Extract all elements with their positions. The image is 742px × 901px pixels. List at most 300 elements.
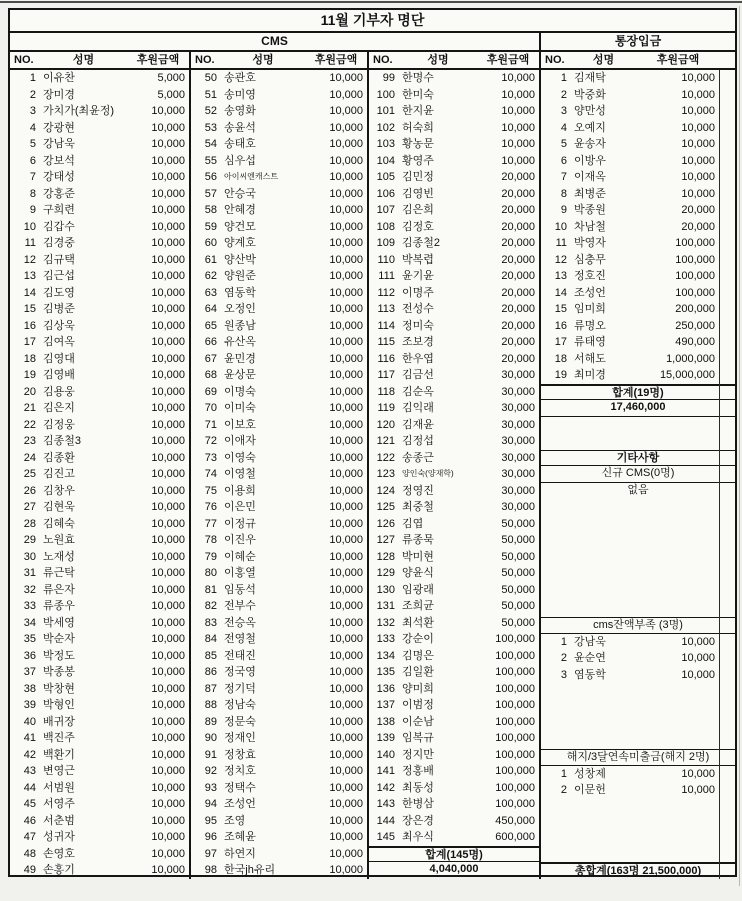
row-number: 55 [204, 154, 217, 167]
row-number: 86 [204, 666, 217, 678]
donor-name: 성창제 [574, 767, 606, 780]
donation-amount: 100,000 [675, 286, 715, 299]
row-number: 88 [204, 699, 217, 711]
table-row [191, 846, 367, 863]
bank-total-label: 합계(19명) [541, 384, 735, 401]
row-number: 85 [204, 649, 217, 662]
donation-amount: 100,000 [675, 237, 715, 249]
row-number: 117 [377, 369, 395, 381]
donor-name: 이미숙 [224, 402, 256, 414]
row-number: 128 [376, 550, 395, 563]
donation-amount: 10,000 [151, 616, 185, 629]
table-row [10, 466, 189, 483]
row-number: 74 [204, 468, 217, 480]
page-title: 11월 기부자 명단 [10, 10, 735, 33]
donation-amount: 10,000 [329, 72, 363, 84]
donor-name: 박세영 [43, 616, 75, 629]
row-number: 140 [376, 748, 395, 761]
table-row [10, 87, 189, 104]
donation-amount: 10,000 [329, 352, 363, 365]
table-row [191, 648, 367, 665]
donor-name: 송태호 [224, 138, 256, 150]
row-number: 98 [204, 864, 217, 876]
donation-amount: 10,000 [151, 369, 185, 381]
donor-name: 한미숙 [402, 88, 434, 101]
donation-amount: 10,000 [329, 435, 363, 447]
donation-amount: 10,000 [681, 121, 715, 134]
cms-total-amount: 4,040,000 [429, 863, 479, 875]
table-row [541, 782, 735, 799]
donor-name: 김진고 [43, 468, 75, 480]
row-number: 91 [204, 748, 217, 761]
table-row [191, 532, 367, 549]
table-row [369, 730, 539, 747]
row-number: 24 [23, 451, 36, 464]
donor-name: 이보호 [224, 418, 256, 431]
donor-name: 한지윤 [402, 105, 434, 117]
row-number: 122 [376, 451, 395, 464]
donation-amount: 10,000 [151, 319, 185, 332]
donor-name: 윤민경 [224, 352, 256, 365]
row-number: 112 [377, 286, 395, 299]
donation-amount: 10,000 [681, 171, 715, 183]
col-header-name: 성명 [72, 54, 95, 66]
donor-name: 김종환 [43, 451, 75, 464]
donor-name: 임동석 [224, 583, 256, 596]
donation-amount: 10,000 [151, 237, 185, 249]
donation-amount: 10,000 [329, 633, 363, 645]
row-number: 66 [204, 336, 217, 348]
table-row [541, 351, 735, 368]
row-number: 14 [554, 286, 567, 299]
donor-name: 정문숙 [224, 715, 256, 728]
donor-name: 정미숙 [402, 319, 434, 332]
row-number: 5 [29, 138, 36, 150]
row-number: 13 [554, 270, 567, 282]
row-number: 124 [376, 484, 395, 497]
row-number: 95 [204, 814, 217, 827]
table-row [191, 136, 367, 153]
donor-name: 송종근 [402, 451, 434, 464]
donor-name: 이진우 [224, 534, 256, 546]
donor-name: 조영 [224, 814, 246, 827]
row-number: 75 [204, 484, 217, 497]
table-row [369, 565, 539, 582]
donation-amount: 100,000 [495, 682, 535, 695]
row-number: 7 [560, 171, 567, 183]
donation-amount: 100,000 [675, 270, 715, 282]
table-row [541, 120, 735, 137]
row-number: 1 [560, 635, 567, 648]
donor-name: 정창효 [224, 748, 256, 761]
donation-amount: 20,000 [501, 237, 535, 249]
donor-name: 강남욱 [43, 138, 75, 150]
row-number: 61 [204, 253, 217, 266]
donor-name: 이순남 [402, 715, 434, 728]
donation-amount: 10,000 [329, 748, 363, 761]
cms-total-label: 합계(145명) [369, 846, 539, 863]
row-number: 125 [376, 501, 395, 513]
table-row [10, 219, 189, 236]
table-row [191, 202, 367, 219]
row-number: 49 [23, 864, 36, 876]
row-number: 113 [377, 303, 395, 315]
row-number: 137 [376, 699, 395, 711]
donor-name: 최동성 [402, 781, 434, 794]
table-row [369, 367, 539, 384]
table-row [369, 466, 539, 483]
table-row [191, 549, 367, 566]
row-number: 110 [377, 253, 395, 266]
donor-name: 정호진 [574, 270, 606, 282]
donor-name: 조보경 [402, 336, 434, 348]
donation-amount: 10,000 [329, 369, 363, 381]
donor-name: 양윤식 [402, 567, 434, 579]
row-number: 14 [23, 286, 36, 299]
donor-name: 윤상문 [224, 369, 256, 381]
row-number: 18 [554, 352, 567, 365]
row-number: 142 [376, 781, 395, 794]
donation-amount: 10,000 [329, 402, 363, 414]
table-row [369, 549, 539, 566]
table-row [369, 747, 539, 764]
col-header-name: 성명 [427, 54, 449, 66]
donor-name: 이은민 [224, 501, 256, 513]
table-row [191, 169, 367, 186]
table-row [10, 697, 189, 714]
table-row [10, 120, 189, 137]
row-number: 58 [204, 204, 217, 216]
table-row [191, 367, 367, 384]
donation-amount: 10,000 [501, 72, 535, 84]
row-number: 70 [204, 402, 217, 414]
row-number: 100 [376, 88, 395, 101]
row-number: 28 [23, 517, 36, 530]
donation-amount: 10,000 [329, 171, 363, 183]
donor-name: 구희련 [43, 204, 75, 216]
donor-name: 유산옥 [224, 336, 256, 348]
table-row [191, 516, 367, 533]
row-number: 15 [23, 303, 36, 315]
table-row [191, 318, 367, 335]
donor-name: 염동학 [224, 286, 256, 299]
misc-header: 기타사항 [541, 450, 735, 467]
donor-name: 강광현 [43, 121, 75, 134]
cms-column-1-rows [10, 70, 189, 879]
row-number: 76 [204, 501, 217, 513]
donation-amount: 30,000 [501, 402, 535, 414]
donation-amount: 10,000 [681, 635, 715, 648]
donor-name: 서범원 [43, 781, 75, 794]
donation-amount: 10,000 [329, 418, 363, 431]
table-row [191, 334, 367, 351]
table-row [369, 219, 539, 236]
column-header-row [10, 52, 735, 70]
donation-amount: 20,000 [501, 319, 535, 332]
table-row [10, 417, 189, 434]
row-number: 5 [560, 138, 567, 150]
col-header-no: NO. [373, 54, 393, 66]
row-number: 23 [23, 435, 36, 447]
donation-amount: 10,000 [151, 286, 185, 299]
donor-name: 류종묵 [402, 534, 434, 546]
row-number: 9 [29, 204, 36, 216]
donation-amount: 20,000 [501, 187, 535, 200]
donation-amount: 10,000 [329, 831, 363, 843]
table-row [10, 565, 189, 582]
donor-name: 최미경 [574, 369, 606, 381]
cancel-rows [541, 766, 735, 799]
row-number: 84 [204, 633, 217, 645]
column-headers-group-3 [367, 52, 539, 68]
donor-name: 백환기 [43, 748, 75, 761]
donor-name: 최석환 [402, 616, 434, 629]
table-row [369, 697, 539, 714]
row-number: 129 [376, 567, 395, 579]
row-number: 59 [204, 220, 217, 233]
donation-amount: 10,000 [151, 138, 185, 150]
donation-amount: 100,000 [495, 748, 535, 761]
donation-amount: 10,000 [329, 649, 363, 662]
table-row [191, 252, 367, 269]
donation-amount: 10,000 [681, 784, 715, 796]
donor-name: 최병준 [574, 187, 606, 200]
table-row [10, 318, 189, 335]
row-number: 118 [377, 385, 395, 398]
table-row [10, 169, 189, 186]
donation-amount: 10,000 [681, 105, 715, 117]
row-number: 46 [23, 814, 36, 827]
donor-name: 김은지 [43, 402, 75, 414]
donation-amount: 20,000 [681, 204, 715, 216]
table-row [10, 235, 189, 252]
table-row [10, 367, 189, 384]
table-row [541, 766, 735, 783]
row-number: 101 [376, 105, 395, 117]
donor-name: 이홍열 [224, 567, 256, 579]
donation-amount: 10,000 [151, 352, 185, 365]
row-number: 123 [376, 468, 395, 480]
donation-amount: 10,000 [329, 715, 363, 728]
donor-name: 김정호 [402, 220, 434, 233]
donor-name: 노원효 [43, 534, 75, 546]
donation-amount: 10,000 [151, 517, 185, 530]
donor-name: 임미희 [574, 303, 606, 315]
row-number: 35 [23, 633, 36, 645]
row-number: 39 [23, 699, 36, 711]
donor-name: 김엽 [402, 517, 424, 530]
donation-amount: 10,000 [681, 767, 715, 780]
donation-amount: 100,000 [495, 732, 535, 744]
table-row [369, 450, 539, 467]
donor-name: 양산박 [224, 253, 256, 266]
row-number: 3 [560, 668, 567, 681]
donation-amount: 50,000 [501, 600, 535, 612]
donation-amount: 10,000 [151, 748, 185, 761]
section-bank-label: 통장입금 [539, 33, 735, 50]
blank-space [541, 683, 735, 749]
donation-amount: 10,000 [151, 171, 185, 183]
row-number: 94 [204, 798, 217, 810]
donor-name: 김도영 [43, 286, 75, 299]
row-number: 13 [23, 270, 36, 282]
donor-name: 김혜숙 [43, 517, 75, 530]
table-row [10, 681, 189, 698]
donation-amount: 450,000 [495, 814, 535, 827]
table-row [191, 186, 367, 203]
donor-name: 이용희 [224, 484, 256, 497]
donor-name: 전영철 [224, 633, 256, 645]
donation-amount: 250,000 [675, 319, 715, 332]
donor-name: 박창현 [43, 682, 75, 695]
donation-amount: 10,000 [681, 154, 715, 167]
donor-name: 김경중 [43, 237, 75, 249]
donation-amount: 10,000 [151, 798, 185, 810]
donor-name: 김민정 [402, 171, 434, 183]
donation-amount: 30,000 [501, 484, 535, 497]
row-number: 18 [23, 352, 36, 365]
donor-name: 김종철3 [43, 435, 81, 447]
donor-table [8, 8, 737, 877]
row-number: 141 [376, 765, 395, 777]
row-number: 111 [378, 270, 395, 282]
row-number: 26 [23, 484, 36, 497]
donation-amount: 10,000 [151, 781, 185, 794]
donor-name: 손영호 [43, 847, 75, 860]
row-number: 119 [377, 402, 395, 414]
cms-column-2 [189, 70, 367, 879]
table-row [10, 103, 189, 120]
donor-name: 서해도 [574, 352, 606, 365]
row-number: 64 [204, 303, 217, 315]
donation-amount: 10,000 [151, 699, 185, 711]
donation-amount: 100,000 [675, 253, 715, 266]
column-headers-group-1 [10, 52, 189, 68]
donor-name: 김일환 [402, 666, 434, 678]
row-number: 52 [204, 105, 217, 117]
donor-name: 강남욱 [574, 635, 606, 648]
donor-name: 황농문 [402, 138, 434, 150]
col-header-amount: 후원금액 [314, 54, 358, 66]
table-row [369, 120, 539, 137]
table-row [10, 433, 189, 450]
donor-name: 김익래 [402, 402, 434, 414]
donor-name: 이재옥 [574, 171, 606, 183]
row-number: 116 [377, 352, 395, 365]
donor-name: 허숙희 [402, 121, 434, 134]
table-row [10, 334, 189, 351]
donor-name: 노재성 [43, 550, 75, 563]
table-row [369, 318, 539, 335]
table-row [10, 499, 189, 516]
table-row [191, 285, 367, 302]
table-row [10, 615, 189, 632]
donor-name: 정홍배 [402, 765, 434, 777]
table-row [541, 318, 735, 335]
donor-name: 이범정 [402, 699, 434, 711]
donation-amount: 10,000 [329, 88, 363, 101]
row-number: 8 [560, 187, 567, 200]
row-number: 34 [23, 616, 36, 629]
table-row [10, 384, 189, 401]
table-row [191, 120, 367, 137]
table-row [191, 829, 367, 846]
donor-name: 양원준 [224, 270, 256, 282]
row-number: 126 [376, 517, 395, 530]
col-header-name: 성명 [592, 54, 615, 66]
donor-name: 류근탁 [43, 567, 75, 579]
donor-name: 류태영 [574, 336, 606, 348]
row-number: 105 [376, 171, 395, 183]
donor-name: 김근섭 [43, 270, 75, 282]
donor-name: 안승국 [224, 187, 256, 200]
row-number: 38 [23, 682, 36, 695]
donor-name: 송미영 [224, 88, 256, 101]
blank-space [541, 799, 735, 863]
donor-name: 임광래 [402, 583, 434, 596]
row-number: 108 [376, 220, 395, 233]
row-number: 139 [376, 732, 395, 744]
donor-name: 송윤석 [224, 121, 256, 134]
donor-name: 윤기윤 [402, 270, 434, 282]
row-number: 25 [23, 468, 36, 480]
row-number: 69 [204, 385, 217, 398]
table-row [191, 433, 367, 450]
donor-name: 김갑수 [43, 220, 75, 233]
row-number: 138 [376, 715, 395, 728]
table-row [191, 681, 367, 698]
table-row [369, 483, 539, 500]
table-row [541, 186, 735, 203]
row-number: 2 [560, 784, 567, 796]
table-row [10, 598, 189, 615]
donor-name: 오예지 [574, 121, 606, 134]
table-row [191, 631, 367, 648]
row-number: 81 [204, 583, 217, 596]
donation-amount: 10,000 [151, 303, 185, 315]
table-row [541, 285, 735, 302]
table-row [541, 136, 735, 153]
table-row [541, 650, 735, 667]
table-row [541, 667, 735, 684]
row-number: 57 [204, 187, 217, 200]
donation-amount: 10,000 [329, 468, 363, 480]
donor-name: 이정규 [224, 517, 256, 530]
table-row [369, 532, 539, 549]
row-number: 40 [23, 715, 36, 728]
row-number: 65 [204, 319, 217, 332]
table-row [369, 153, 539, 170]
donation-amount: 10,000 [329, 814, 363, 827]
table-row [369, 87, 539, 104]
row-number: 19 [554, 369, 567, 381]
row-number: 93 [204, 781, 217, 794]
donor-name: 정재인 [224, 732, 256, 744]
row-number: 10 [23, 220, 36, 233]
donor-name: 하연지 [224, 847, 256, 860]
donation-amount: 50,000 [501, 567, 535, 579]
donor-name: 송영화 [224, 105, 256, 117]
scan-top-edge-line [0, 1, 742, 3]
donation-amount: 10,000 [151, 715, 185, 728]
donation-amount: 10,000 [329, 600, 363, 612]
row-number: 107 [376, 204, 395, 216]
blank-space [541, 499, 735, 617]
row-number: 8 [29, 187, 36, 200]
table-row [541, 334, 735, 351]
table-row [541, 252, 735, 269]
table-row [369, 70, 539, 87]
